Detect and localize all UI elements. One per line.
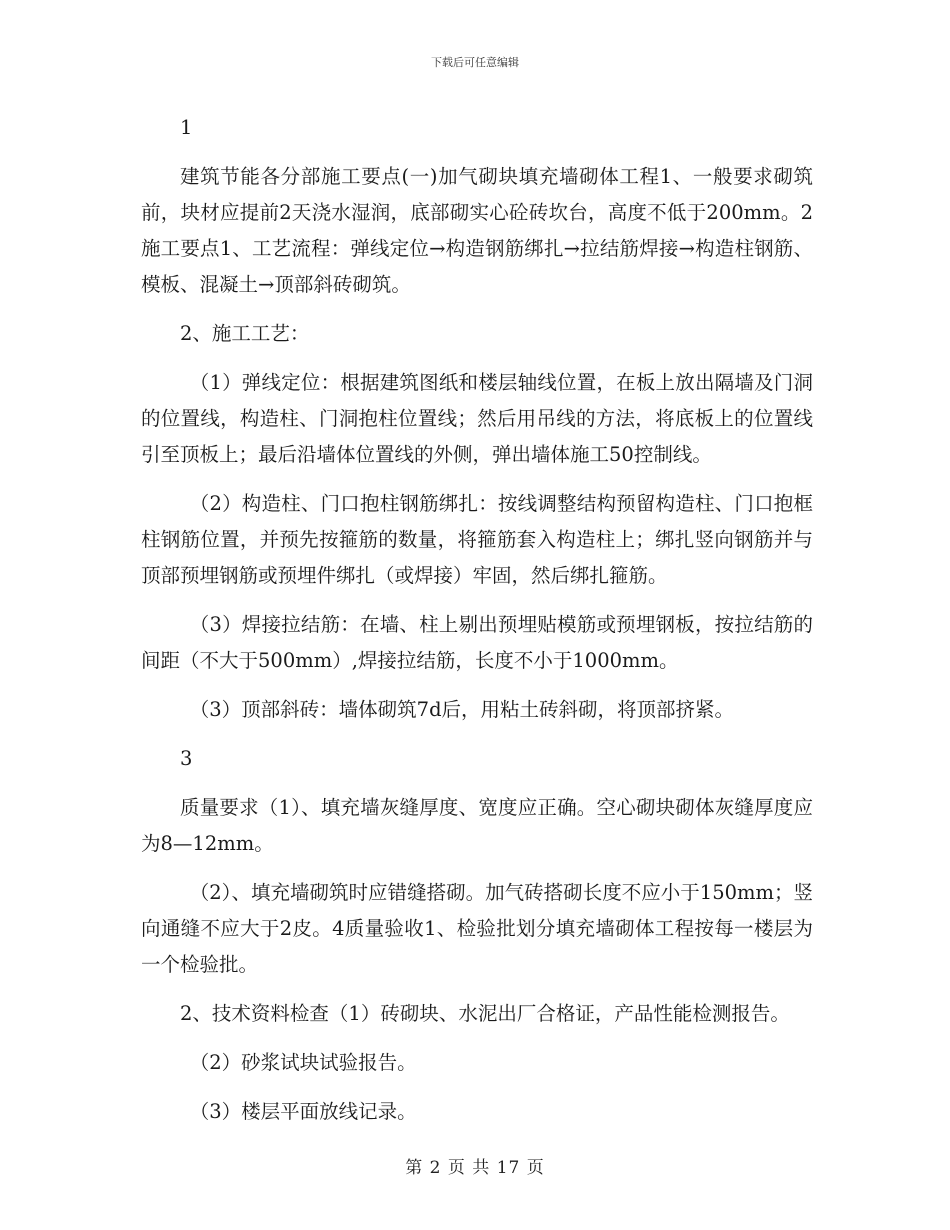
section-number-3: 3 [180,747,193,770]
body-paragraph-tech-docs-3: （3）楼层平面放线记录。 [189,1100,417,1123]
body-paragraph-quality-1: 质量要求（1）、填充墙灰缝厚度、宽度应正确。空心砌块砌体灰缝厚度应为8—12mm。 [141,796,813,855]
body-paragraph-intro: 建筑节能各分部施工要点(一)加气砌块填充墙砌体工程1、一般要求砌筑前，块材应提前2天浇水湿润，底部砌实心砼砖坎台，高度不低于200mm。2施工要点1、工艺流程：弹线定位→构造钢筋绑扎→拉结筋焊接→构造柱钢筋、模板、混凝土→顶部斜砖砌筑。 [141,165,813,296]
body-paragraph-step-2: （2）构造柱、门口抱柱钢筋绑扎：按线调整结构预留构造柱、门口抱框柱钢筋位置，并预先按箍筋的数量，将箍筋套入构造柱上；绑扎竖向钢筋并与顶部预埋钢筋或预埋件绑扎（或焊接）牢固，然后绑扎箍筋。 [141,492,813,587]
body-paragraph-tech-docs: 2、技术资料检查（1）砖砌块、水泥出厂合格证，产品性能检测报告。 [180,1002,790,1025]
section-number-1: 1 [180,116,193,139]
subheading-construction-process: 2、施工工艺： [180,322,310,345]
page-number-footer: 第 2 页 共 17 页 [405,1158,545,1178]
body-paragraph-step-3a: （3）焊接拉结筋：在墙、柱上剔出预埋贴模筋或预埋钢板，按拉结筋的间距（不大于500mm）,焊接拉结筋，长度不小于1000mm。 [141,613,813,672]
body-paragraph-quality-2: （2）、填充墙砌筑时应错缝搭砌。加气砖搭砌长度不应小于150mm；竖向通缝不应大于2皮。4质量验收1、检验批划分填充墙砌体工程按每一楼层为一个检验批。 [141,881,813,976]
document-body [141,110,813,1143]
page-header-note: 下载后可任意编辑 [431,56,519,69]
body-paragraph-step-1: （1）弹线定位：根据建筑图纸和楼层轴线位置，在板上放出隔墙及门洞的位置线，构造柱、门洞抱柱位置线；然后用吊线的方法，将底板上的位置线引至顶板上；最后沿墙体位置线的外侧，弹出墙体施工50控制线。 [141,371,813,466]
body-paragraph-step-3b: （3）顶部斜砖：墙体砌筑7d后，用粘土砖斜砌，将顶部挤紧。 [189,698,735,721]
body-paragraph-tech-docs-2: （2）砂浆试块试验报告。 [189,1051,417,1074]
